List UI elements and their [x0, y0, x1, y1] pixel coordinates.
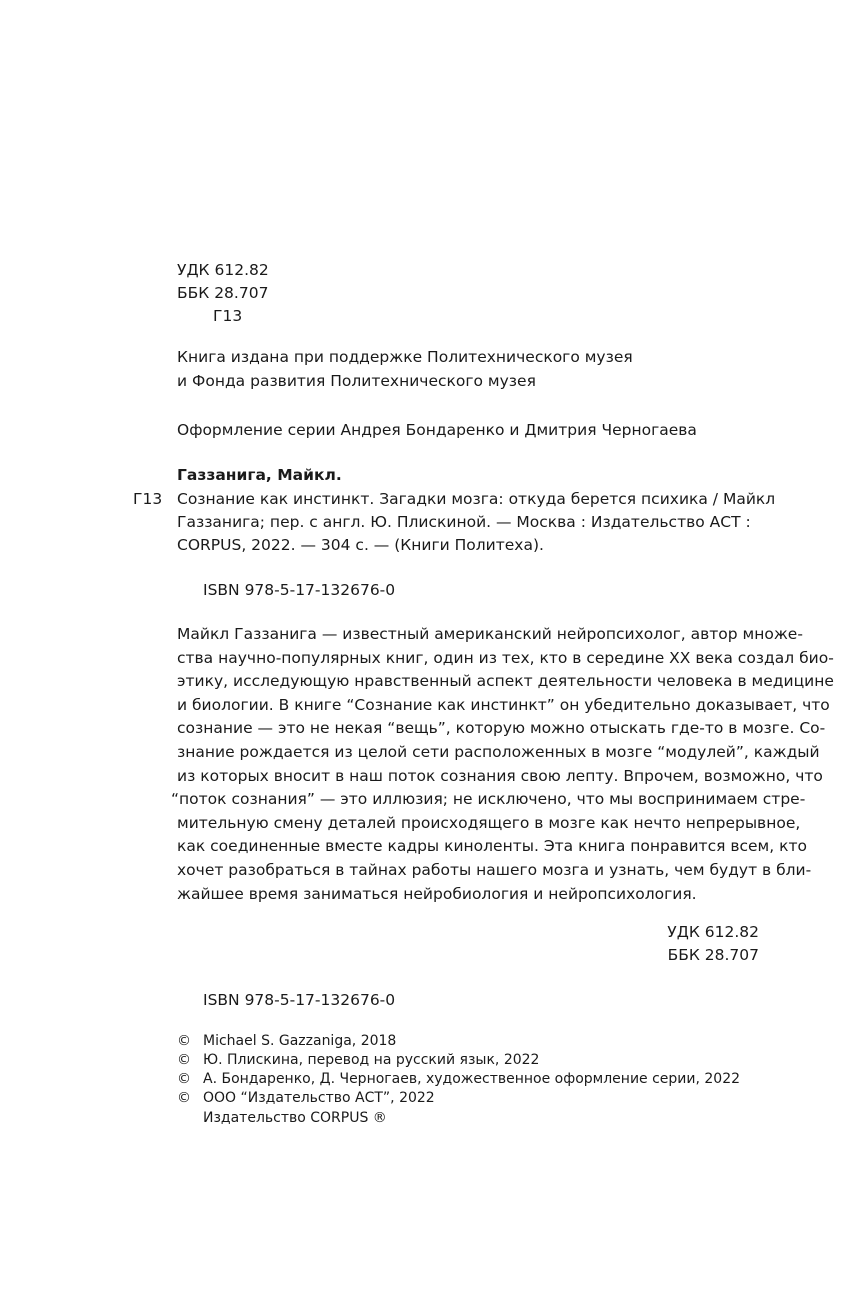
copyright-text: А. Бондаренко, Д. Черногаев, художественное оформление серии, 2022	[203, 1071, 741, 1087]
copyright-line	[177, 1050, 539, 1070]
udk-code-bottom: УДК 612.82	[667, 923, 759, 941]
annotation-line: хочет разобраться в тайнах работы нашего мозга и узнать, чем будут в бли-	[177, 860, 812, 879]
author-mark: Г13	[213, 307, 243, 325]
annotation-line: как соединенные вместе кадры киноленты. Эта книга понравится всем, кто	[177, 837, 807, 856]
copyright-symbol: ©	[177, 1033, 191, 1049]
copyright-line	[177, 1031, 396, 1051]
publisher-imprint: Издательство CORPUS ®	[203, 1110, 387, 1126]
bibliography-author-mark: Г13	[133, 490, 163, 508]
copyright-symbol: ©	[177, 1071, 191, 1087]
annotation-line: знание рождается из целой сети расположенных в мозге “модулей”, каждый	[177, 742, 820, 761]
author-heading: Газзанига, Майкл.	[177, 466, 342, 484]
support-note-line: и Фонда развития Политехнического музея	[177, 372, 536, 390]
copyright-symbol: ©	[177, 1090, 191, 1106]
annotation-line: ства научно-популярных книг, один из тех, кто в середине XX века создал био-	[177, 648, 834, 667]
design-credit: Оформление серии Андрея Бондаренко и Дмитрия Черногаева	[177, 421, 697, 439]
bbk-code: ББК 28.707	[177, 284, 269, 302]
support-note-line: Книга издана при поддержке Политехнического музея	[177, 348, 633, 366]
annotation-line: из которых вносит в наш поток сознания свою лепту. Впрочем, возможно, что	[177, 766, 823, 785]
annotation-line: жайшее время заниматься нейробиология и нейропсихология.	[177, 884, 697, 903]
udk-code: УДК 612.82	[177, 261, 269, 279]
annotation-line: “поток сознания” — это иллюзия; не исключено, что мы воспринимаем стре-	[171, 790, 806, 809]
annotation-line: и биологии. В книге “Сознание как инстинкт” он убедительно доказывает, что	[177, 695, 830, 714]
copyright-text: Ю. Плискина, перевод на русский язык, 2022	[203, 1052, 540, 1068]
copyright-line	[177, 1088, 435, 1108]
annotation-line: мительную смену деталей происходящего в мозге как нечто непрерывное,	[177, 813, 801, 832]
annotation-paragraph	[171, 623, 834, 906]
copyright-text: Michael S. Gazzaniga, 2018	[203, 1033, 397, 1049]
annotation-line: сознание — это не некая “вещь”, которую можно отыскать где-то в мозге. Со-	[177, 719, 826, 738]
copyright-line	[177, 1069, 740, 1089]
bibliography-line: Сознание как инстинкт. Загадки мозга: откуда берется психика / Майкл	[177, 490, 776, 508]
bibliography-line: CORPUS, 2022. — 304 с. — (Книги Политеха).	[177, 536, 544, 554]
isbn-bottom: ISBN 978-5-17-132676-0	[203, 991, 396, 1009]
copyright-symbol: ©	[177, 1052, 191, 1068]
annotation-line: этику, исследующую нравственный аспект деятельности человека в медицине	[177, 672, 834, 691]
bibliography-line: Газзанига; пер. с англ. Ю. Плискиной. — Москва : Издательство АСТ :	[177, 513, 751, 531]
bbk-code-bottom: ББК 28.707	[667, 946, 759, 964]
copyright-text: ООО “Издательство АСТ”, 2022	[203, 1090, 435, 1106]
annotation-line: Майкл Газзанига — известный американский нейропсихолог, автор множе-	[177, 625, 803, 643]
isbn: ISBN 978-5-17-132676-0	[203, 581, 396, 599]
